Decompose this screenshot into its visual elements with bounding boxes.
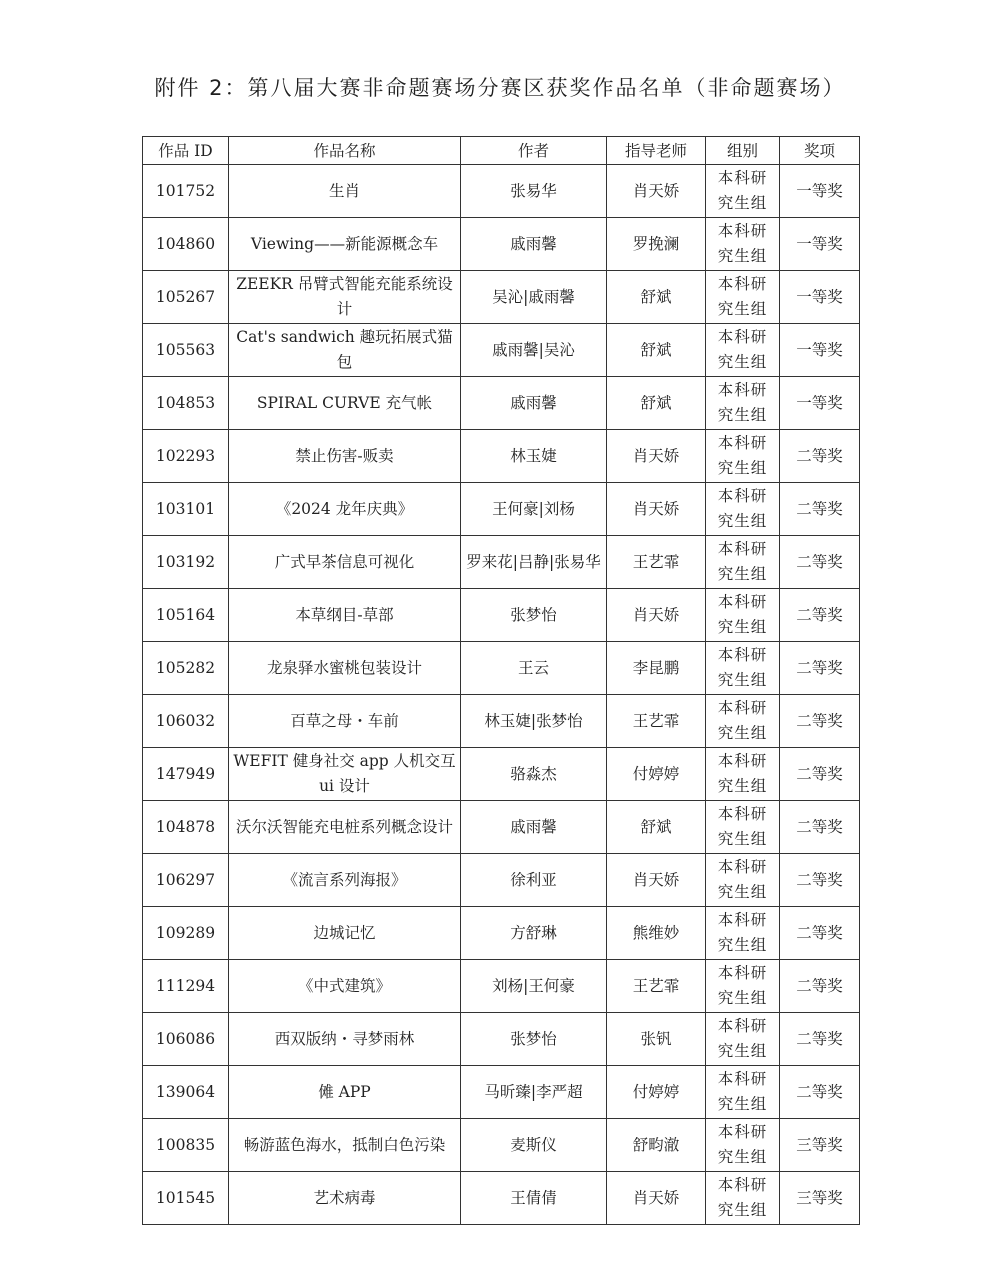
cell-group: 本科研究生组 [706,1013,780,1066]
cell-award: 二等奖 [780,483,860,536]
cell-author: 张梦怡 [461,1013,607,1066]
cell-author: 林玉婕|张梦怡 [461,695,607,748]
cell-work-id: 102293 [143,430,229,483]
cell-group: 本科研究生组 [706,1119,780,1172]
cell-author: 方舒琳 [461,907,607,960]
cell-award: 一等奖 [780,271,860,324]
header-work-name: 作品名称 [229,137,461,165]
cell-work-name: 边城记忆 [229,907,461,960]
cell-group: 本科研究生组 [706,271,780,324]
cell-author: 徐利亚 [461,854,607,907]
cell-work-name: 本草纲目-草部 [229,589,461,642]
table-row [143,271,860,324]
cell-group: 本科研究生组 [706,165,780,218]
cell-author: 罗来花|吕静|张易华 [461,536,607,589]
cell-advisor: 肖天娇 [607,854,706,907]
cell-group: 本科研究生组 [706,801,780,854]
cell-advisor: 熊维妙 [607,907,706,960]
table-row [143,642,860,695]
cell-award: 一等奖 [780,218,860,271]
cell-group: 本科研究生组 [706,854,780,907]
cell-work-name: 龙泉驿水蜜桃包装设计 [229,642,461,695]
cell-work-name: SPIRAL CURVE 充气帐 [229,377,461,430]
cell-award: 二等奖 [780,748,860,801]
cell-advisor: 舒斌 [607,271,706,324]
cell-work-name: 《中式建筑》 [229,960,461,1013]
cell-work-id: 104878 [143,801,229,854]
cell-work-name: 《流言系列海报》 [229,854,461,907]
cell-advisor: 肖天娇 [607,483,706,536]
cell-work-name: 禁止伤害-贩卖 [229,430,461,483]
cell-award: 二等奖 [780,960,860,1013]
cell-advisor: 肖天娇 [607,589,706,642]
cell-advisor: 王艺霏 [607,695,706,748]
cell-work-id: 105563 [143,324,229,377]
table-row [143,536,860,589]
document-title: 附件 2：第八届大赛非命题赛场分赛区获奖作品名单（非命题赛场） [154,76,846,100]
table-row [143,324,860,377]
cell-group: 本科研究生组 [706,907,780,960]
cell-work-id: 111294 [143,960,229,1013]
cell-award: 一等奖 [780,324,860,377]
cell-work-name: ZEEKR 吊臂式智能充能系统设计 [229,271,461,324]
table-row [143,801,860,854]
cell-work-name: 《2024 龙年庆典》 [229,483,461,536]
cell-award: 二等奖 [780,1013,860,1066]
cell-advisor: 舒斌 [607,801,706,854]
cell-work-name: 畅游蓝色海水，抵制白色污染 [229,1119,461,1172]
table-row [143,748,860,801]
cell-work-id: 105267 [143,271,229,324]
cell-work-name: 傩 APP [229,1066,461,1119]
table-row [143,695,860,748]
award-table [142,136,860,1225]
cell-advisor: 肖天娇 [607,1172,706,1225]
cell-work-id: 106297 [143,854,229,907]
cell-work-name: 生肖 [229,165,461,218]
cell-advisor: 肖天娇 [607,165,706,218]
table-body [143,165,860,1225]
table-row [143,589,860,642]
cell-award: 二等奖 [780,907,860,960]
header-group: 组别 [706,137,780,165]
cell-work-id: 147949 [143,748,229,801]
cell-award: 二等奖 [780,1066,860,1119]
cell-advisor: 舒斌 [607,377,706,430]
cell-advisor: 付婷婷 [607,748,706,801]
cell-work-id: 106032 [143,695,229,748]
cell-work-name: 沃尔沃智能充电桩系列概念设计 [229,801,461,854]
cell-author: 王云 [461,642,607,695]
cell-author: 戚雨馨|吴沁 [461,324,607,377]
cell-advisor: 李昆鹏 [607,642,706,695]
header-work-id: 作品 ID [143,137,229,165]
table-row [143,960,860,1013]
cell-author: 刘杨|王何豪 [461,960,607,1013]
cell-group: 本科研究生组 [706,218,780,271]
cell-award: 三等奖 [780,1119,860,1172]
cell-advisor: 舒畇澈 [607,1119,706,1172]
cell-advisor: 付婷婷 [607,1066,706,1119]
cell-award: 二等奖 [780,430,860,483]
cell-work-id: 104853 [143,377,229,430]
cell-group: 本科研究生组 [706,1066,780,1119]
cell-author: 戚雨馨 [461,218,607,271]
cell-group: 本科研究生组 [706,483,780,536]
cell-group: 本科研究生组 [706,430,780,483]
cell-award: 二等奖 [780,854,860,907]
table-row [143,430,860,483]
cell-advisor: 罗挽澜 [607,218,706,271]
table-row [143,165,860,218]
cell-work-id: 139064 [143,1066,229,1119]
cell-author: 张易华 [461,165,607,218]
cell-advisor: 舒斌 [607,324,706,377]
cell-work-id: 103192 [143,536,229,589]
cell-work-name: Cat's sandwich 趣玩拓展式猫包 [229,324,461,377]
table-header-row [143,137,860,165]
cell-work-id: 106086 [143,1013,229,1066]
table-row [143,1013,860,1066]
cell-award: 二等奖 [780,801,860,854]
table-row [143,483,860,536]
cell-award: 二等奖 [780,695,860,748]
cell-work-id: 104860 [143,218,229,271]
header-advisor: 指导老师 [607,137,706,165]
cell-group: 本科研究生组 [706,1172,780,1225]
cell-author: 骆淼杰 [461,748,607,801]
table-row [143,218,860,271]
cell-work-id: 109289 [143,907,229,960]
cell-group: 本科研究生组 [706,589,780,642]
cell-award: 二等奖 [780,536,860,589]
cell-work-id: 101545 [143,1172,229,1225]
table-row [143,907,860,960]
table-row [143,1119,860,1172]
cell-author: 马昕臻|李严超 [461,1066,607,1119]
cell-group: 本科研究生组 [706,748,780,801]
cell-group: 本科研究生组 [706,536,780,589]
cell-work-id: 101752 [143,165,229,218]
cell-work-name: 百草之母・车前 [229,695,461,748]
cell-work-id: 103101 [143,483,229,536]
cell-author: 麦斯仪 [461,1119,607,1172]
cell-work-name: 西双版纳・寻梦雨林 [229,1013,461,1066]
cell-group: 本科研究生组 [706,324,780,377]
cell-work-name: Viewing——新能源概念车 [229,218,461,271]
table-row [143,1172,860,1225]
cell-author: 张梦怡 [461,589,607,642]
cell-author: 王何豪|刘杨 [461,483,607,536]
cell-advisor: 张钒 [607,1013,706,1066]
cell-group: 本科研究生组 [706,960,780,1013]
header-author: 作者 [461,137,607,165]
cell-author: 林玉婕 [461,430,607,483]
cell-work-id: 100835 [143,1119,229,1172]
cell-group: 本科研究生组 [706,642,780,695]
cell-advisor: 王艺霏 [607,960,706,1013]
cell-author: 戚雨馨 [461,377,607,430]
table-row [143,377,860,430]
cell-author: 吴沁|戚雨馨 [461,271,607,324]
cell-advisor: 王艺霏 [607,536,706,589]
header-award: 奖项 [780,137,860,165]
cell-author: 王倩倩 [461,1172,607,1225]
cell-work-name: 广式早茶信息可视化 [229,536,461,589]
table-row [143,1066,860,1119]
cell-award: 一等奖 [780,377,860,430]
cell-award: 二等奖 [780,589,860,642]
cell-group: 本科研究生组 [706,377,780,430]
cell-award: 三等奖 [780,1172,860,1225]
cell-award: 一等奖 [780,165,860,218]
cell-advisor: 肖天娇 [607,430,706,483]
cell-author: 戚雨馨 [461,801,607,854]
cell-work-name: WEFIT 健身社交 app 人机交互 ui 设计 [229,748,461,801]
cell-work-name: 艺术病毒 [229,1172,461,1225]
cell-award: 二等奖 [780,642,860,695]
cell-work-id: 105164 [143,589,229,642]
cell-work-id: 105282 [143,642,229,695]
cell-group: 本科研究生组 [706,695,780,748]
table-row [143,854,860,907]
